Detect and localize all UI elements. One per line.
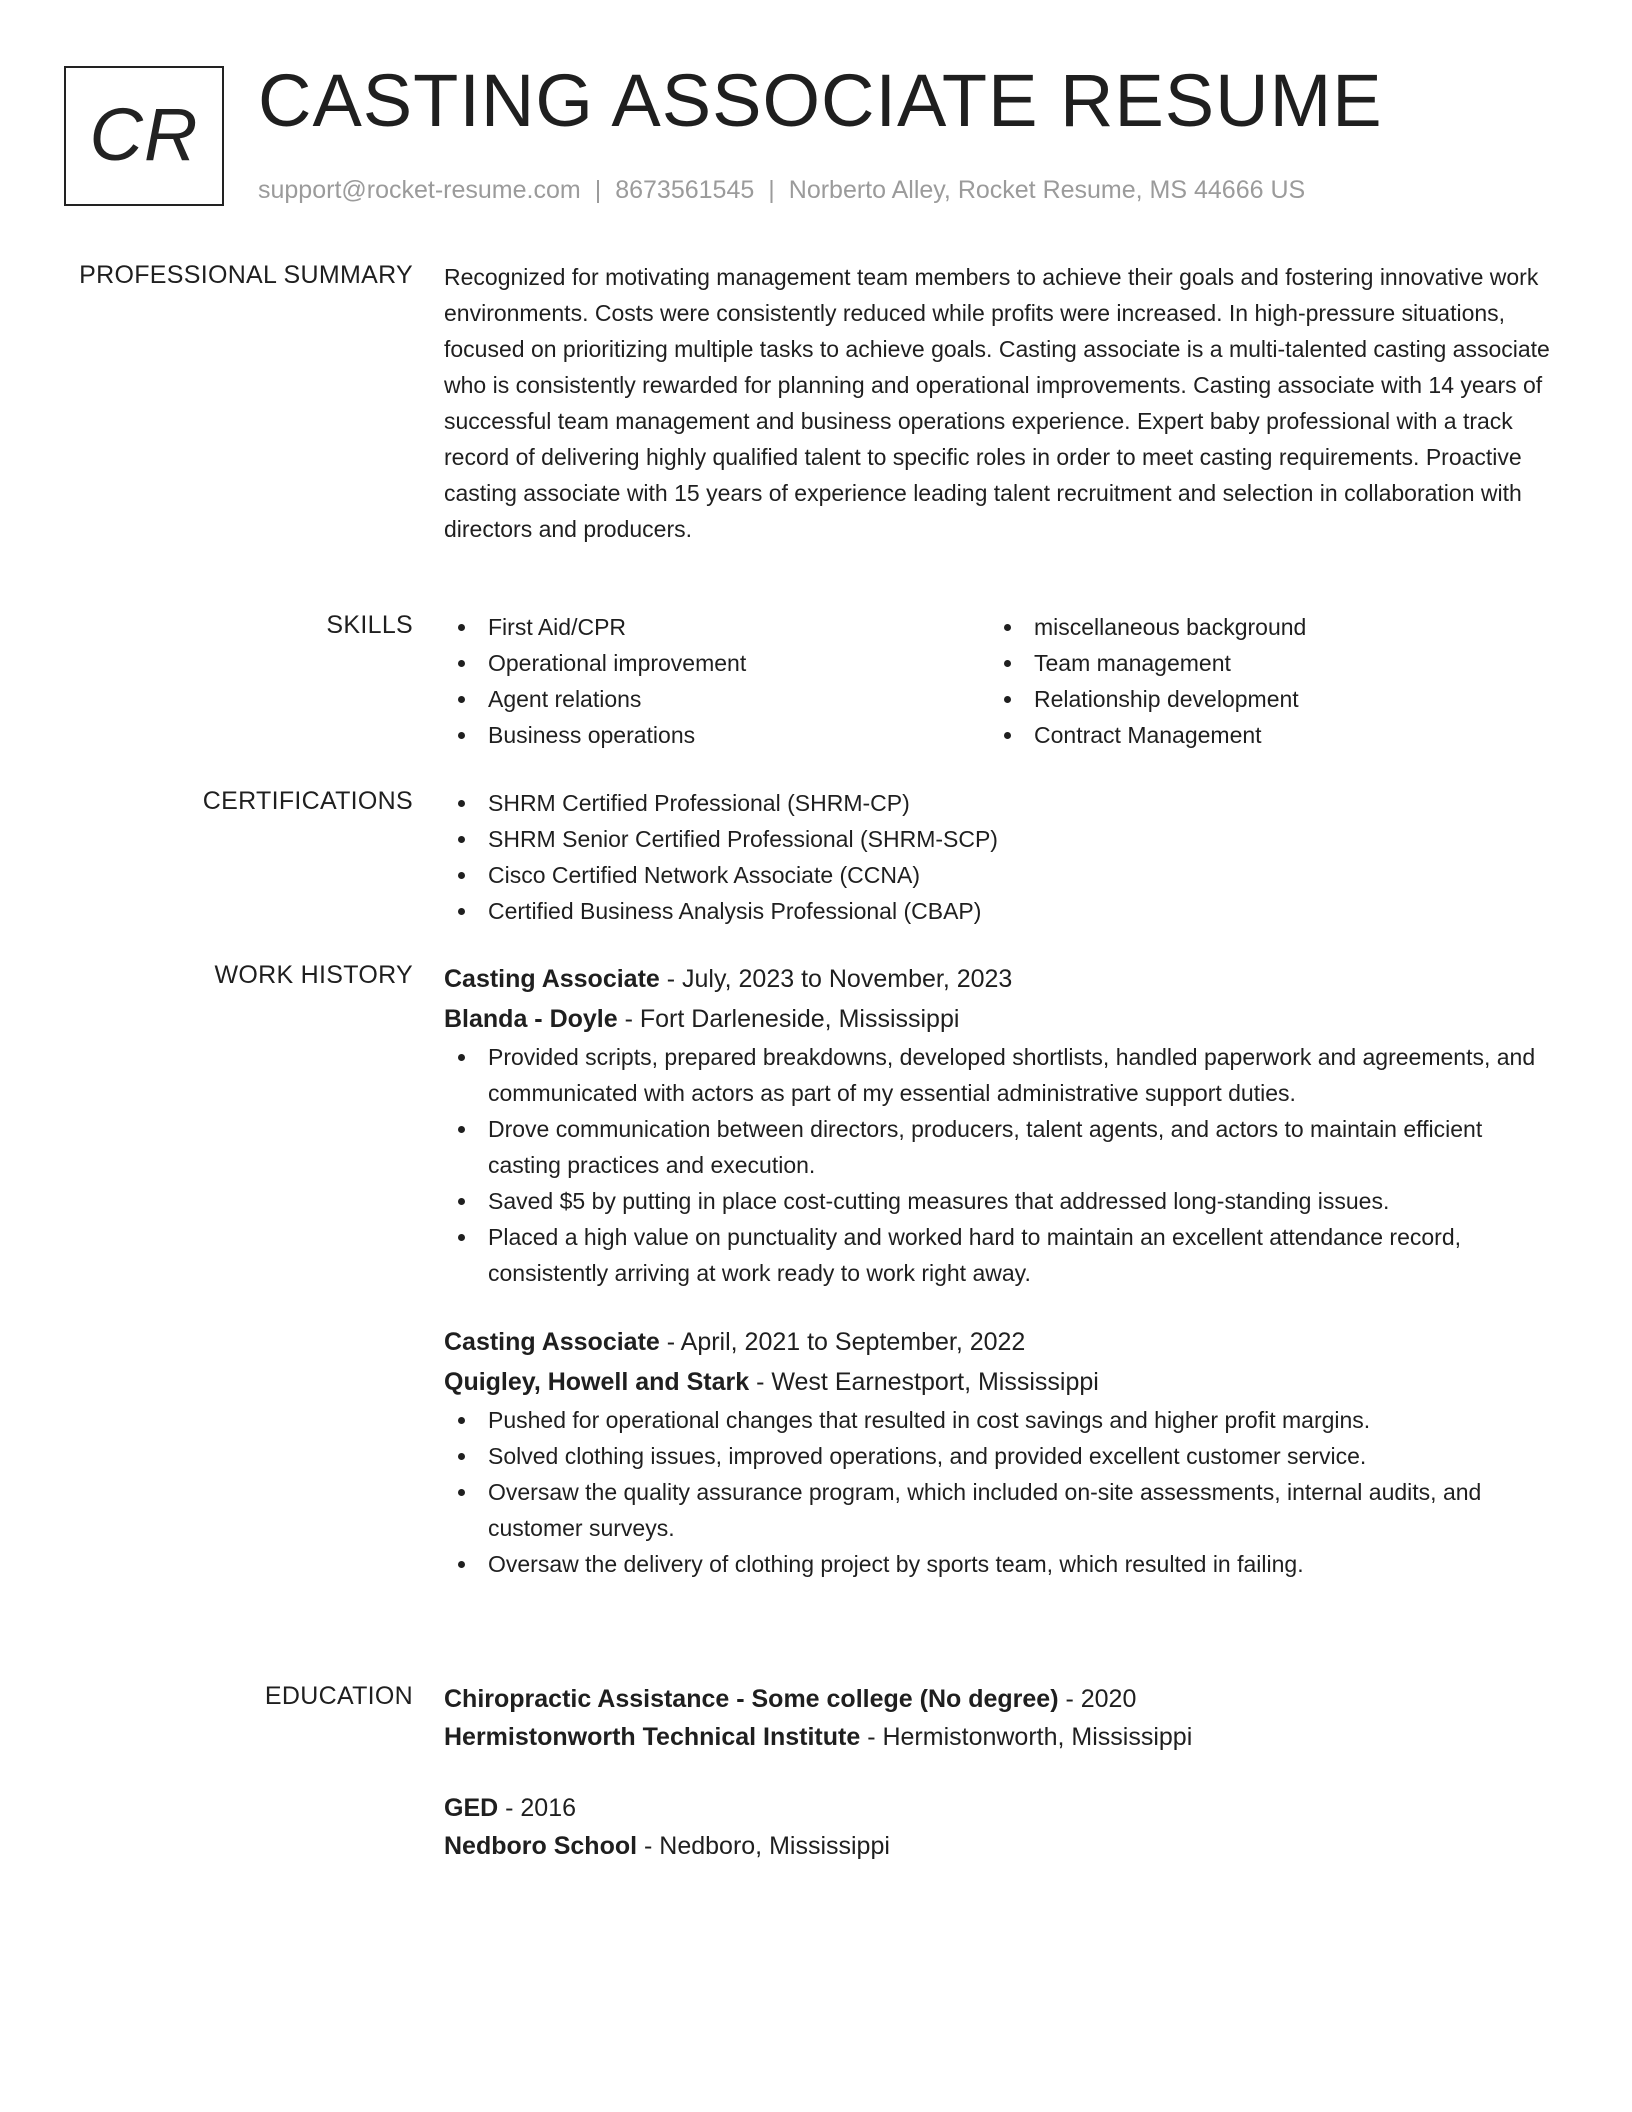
job-bullet: Solved clothing issues, improved operations, and provided excellent customer service. — [444, 1438, 1554, 1474]
skill-item: Agent relations — [444, 681, 990, 717]
job-title: Casting Associate — [444, 1328, 660, 1356]
job-bullet: Oversaw the quality assurance program, which included on-site assessments, internal audits, and customer surveys. — [444, 1474, 1554, 1546]
job-bullet: Provided scripts, prepared breakdowns, developed shortlists, handled paperwork and agreements, and communicated with actors as part of my essential administrative support duties. — [444, 1039, 1554, 1111]
job-company-line — [444, 1362, 1554, 1402]
job-bullet: Pushed for operational changes that resulted in cost savings and higher profit margins. — [444, 1402, 1554, 1438]
work-history-body — [444, 959, 1554, 1582]
job-bullets — [444, 1402, 1554, 1582]
summary-text: Recognized for motivating management team members to achieve their goals and fostering innovative work environments. Costs were consistently reduced while profits were increased. In high-pressure situations, focused on prioritizing multiple tasks to achieve goals. Casting associate is a multi-talented casting associate who is consistently rewarded for planning and operational improvements. Casting associate with 14 years of successful team management and business operations experience. Expert baby professional with a track record of delivering highly qualified talent to specific roles in order to meet casting requirements. Proactive casting associate with 15 years of experience leading talent recruitment and selection in collaboration with directors and producers. — [444, 264, 1550, 542]
education-body — [444, 1680, 1554, 1865]
monogram-initials: CR — [89, 92, 199, 176]
certification-item: Certified Business Analysis Professional (CBAP) — [444, 893, 1554, 929]
job-bullet: Drove communication between directors, producers, talent agents, and actors to maintain efficient casting practices and execution. — [444, 1111, 1554, 1183]
job-title-line — [444, 1322, 1554, 1362]
monogram-box — [64, 66, 224, 206]
education-school-line — [444, 1718, 1554, 1756]
job-company: Quigley, Howell and Stark — [444, 1368, 750, 1396]
skill-item: Contract Management — [990, 717, 1536, 753]
resume-title: CASTING ASSOCIATE RESUME — [258, 59, 1383, 142]
job-company: Blanda - Doyle — [444, 1005, 618, 1033]
education-school-line — [444, 1827, 1554, 1865]
contact-address: Norberto Alley, Rocket Resume, MS 44666 US — [788, 176, 1306, 204]
education-year: - 2020 — [1058, 1685, 1137, 1713]
skills-column-2 — [990, 609, 1536, 753]
section-label-certifications: CERTIFICATIONS — [202, 787, 413, 815]
skill-item: First Aid/CPR — [444, 609, 990, 645]
certifications-list — [444, 785, 1554, 929]
job-bullet: Placed a high value on punctuality and worked hard to maintain an excellent attendance record, consistently arriving at work ready to work right away. — [444, 1219, 1554, 1291]
job-location: - Fort Darleneside, Mississippi — [617, 1005, 960, 1033]
summary-body — [444, 259, 1554, 547]
section-label-skills: SKILLS — [326, 611, 413, 639]
job-entry — [444, 1322, 1554, 1582]
education-degree-line — [444, 1680, 1554, 1718]
skills-column-1 — [444, 609, 990, 753]
skill-item: Relationship development — [990, 681, 1536, 717]
skill-item: miscellaneous background — [990, 609, 1536, 645]
skill-item: Operational improvement — [444, 645, 990, 681]
contact-separator: | — [768, 176, 775, 204]
education-degree: Chiropractic Assistance - Some college (No degree) — [444, 1685, 1059, 1713]
certification-item: SHRM Certified Professional (SHRM-CP) — [444, 785, 1554, 821]
job-title: Casting Associate — [444, 965, 660, 993]
contact-line — [258, 174, 1305, 206]
education-entry — [444, 1789, 1554, 1865]
skills-grid — [444, 609, 1554, 753]
section-label-work-history: WORK HISTORY — [214, 961, 413, 989]
job-company-line — [444, 999, 1554, 1039]
education-location: - Nedboro, Mississippi — [637, 1832, 890, 1860]
skill-item: Team management — [990, 645, 1536, 681]
certification-item: SHRM Senior Certified Professional (SHRM-SCP) — [444, 821, 1554, 857]
job-bullets — [444, 1039, 1554, 1291]
education-school: Hermistonworth Technical Institute — [444, 1723, 861, 1751]
section-label-education: EDUCATION — [264, 1682, 413, 1710]
section-label-summary: PROFESSIONAL SUMMARY — [79, 261, 413, 289]
contact-phone[interactable]: 8673561545 — [615, 176, 755, 204]
education-school: Nedboro School — [444, 1832, 638, 1860]
skill-item: Business operations — [444, 717, 990, 753]
job-dates: - July, 2023 to November, 2023 — [659, 965, 1013, 993]
education-entry — [444, 1680, 1554, 1756]
contact-email[interactable]: support@rocket-resume.com — [258, 176, 581, 204]
education-degree: GED — [444, 1794, 499, 1822]
job-dates: - April, 2021 to September, 2022 — [659, 1328, 1026, 1356]
job-bullet: Oversaw the delivery of clothing project by sports team, which resulted in failing. — [444, 1546, 1554, 1582]
certifications-body — [444, 785, 1554, 929]
job-location: - West Earnestport, Mississippi — [749, 1368, 1099, 1396]
education-degree-line — [444, 1789, 1554, 1827]
job-bullet: Saved $5 by putting in place cost-cutting measures that addressed long-standing issues. — [444, 1183, 1554, 1219]
certification-item: Cisco Certified Network Associate (CCNA) — [444, 857, 1554, 893]
education-location: - Hermistonworth, Mississippi — [860, 1723, 1193, 1751]
education-year: - 2016 — [498, 1794, 577, 1822]
contact-separator: | — [594, 176, 602, 204]
job-entry — [444, 959, 1554, 1291]
job-title-line — [444, 959, 1554, 999]
